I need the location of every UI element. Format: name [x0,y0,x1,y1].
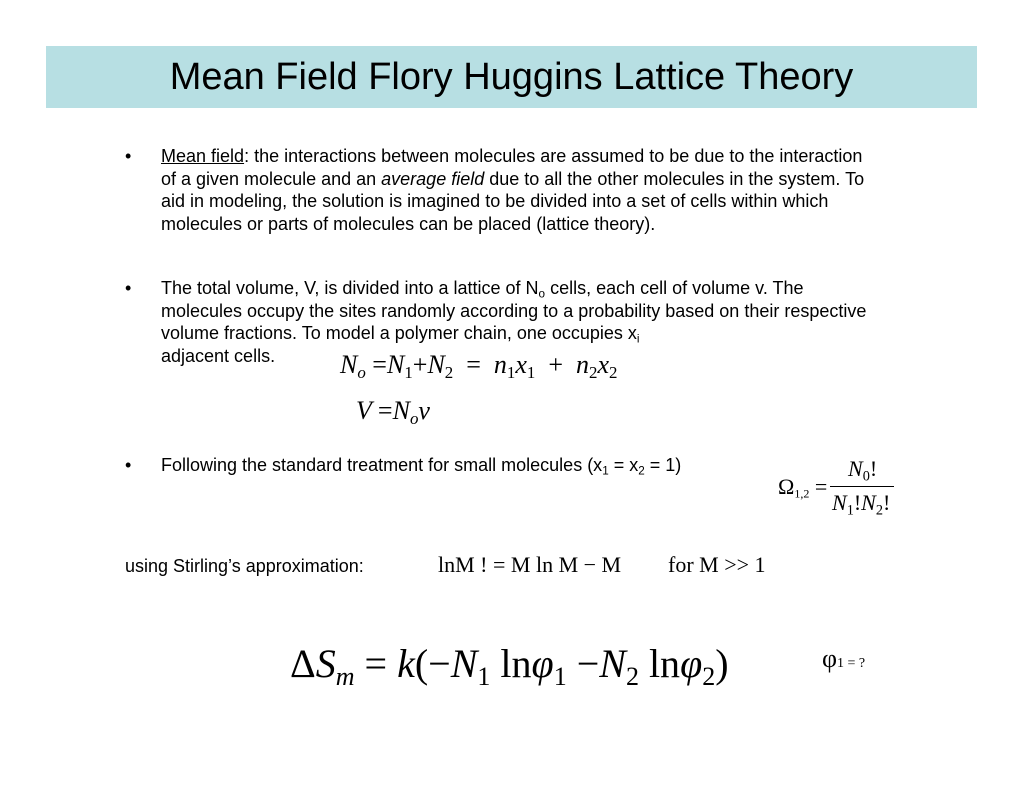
bullet-marker-3: • [125,455,132,475]
equation-entropy-of-mixing: $\Delta S_m = k(-N_1$ $\ln\varphi_1 -N_2$ lnφ$_2$) [290,641,729,691]
title-bar [46,46,977,108]
page-title: Mean Field Flory Huggins Lattice Theory [169,55,854,98]
mean-field-term: Mean field [161,146,245,166]
bullet-text-small-molecules: Following the standard treatment for small molecules $(x_1 = x_2 = 1)$ [161,455,682,478]
equation-omega-numerator: $N_0$! [848,456,878,485]
equation-omega-denominator: $N_1!N_2$! [832,490,891,519]
fraction-bar [830,486,894,487]
equation-omega-label: $\Omega_{1,2}$ = [778,474,828,501]
bullet-marker-2: • [125,278,132,298]
equation-stirling-condition: for M >> 1 [668,552,766,577]
equation-phi-question: φ1 = ? [822,644,866,673]
bullet-text-mean-field: Mean field: the interactions between molecules are assumed to be due to the interaction of a given molecule and an average field due to all the other molecules in the system. To aid in modeling, the solution is imagined to be divided into a set of cells within which molecules or parts of molecules can be placed (lattice theory). [161,146,865,234]
average-field-emphasis: average field [381,168,485,189]
equation-stirling: lnM ! = M ln M − M [438,552,622,577]
bullet-marker-1: • [125,146,132,166]
bullet-text-total-volume: The total volume, V, is divided into a lattice of $N_o$ cells, each cell of volume v. The molecules occupy the sites randomly according to a probability based on their respective volume fractions. To model a polymer chain, one occupies $x_i$ adjacent cells. [161,278,867,366]
equation-lattice-sites: $N_o =N_1+N_2 = n_1x_1 + n_2x_2$ [340,350,618,383]
equation-total-volume: $V =N_ov$ [356,396,430,429]
stirling-label: using Stirling’s approximation: [125,556,364,576]
